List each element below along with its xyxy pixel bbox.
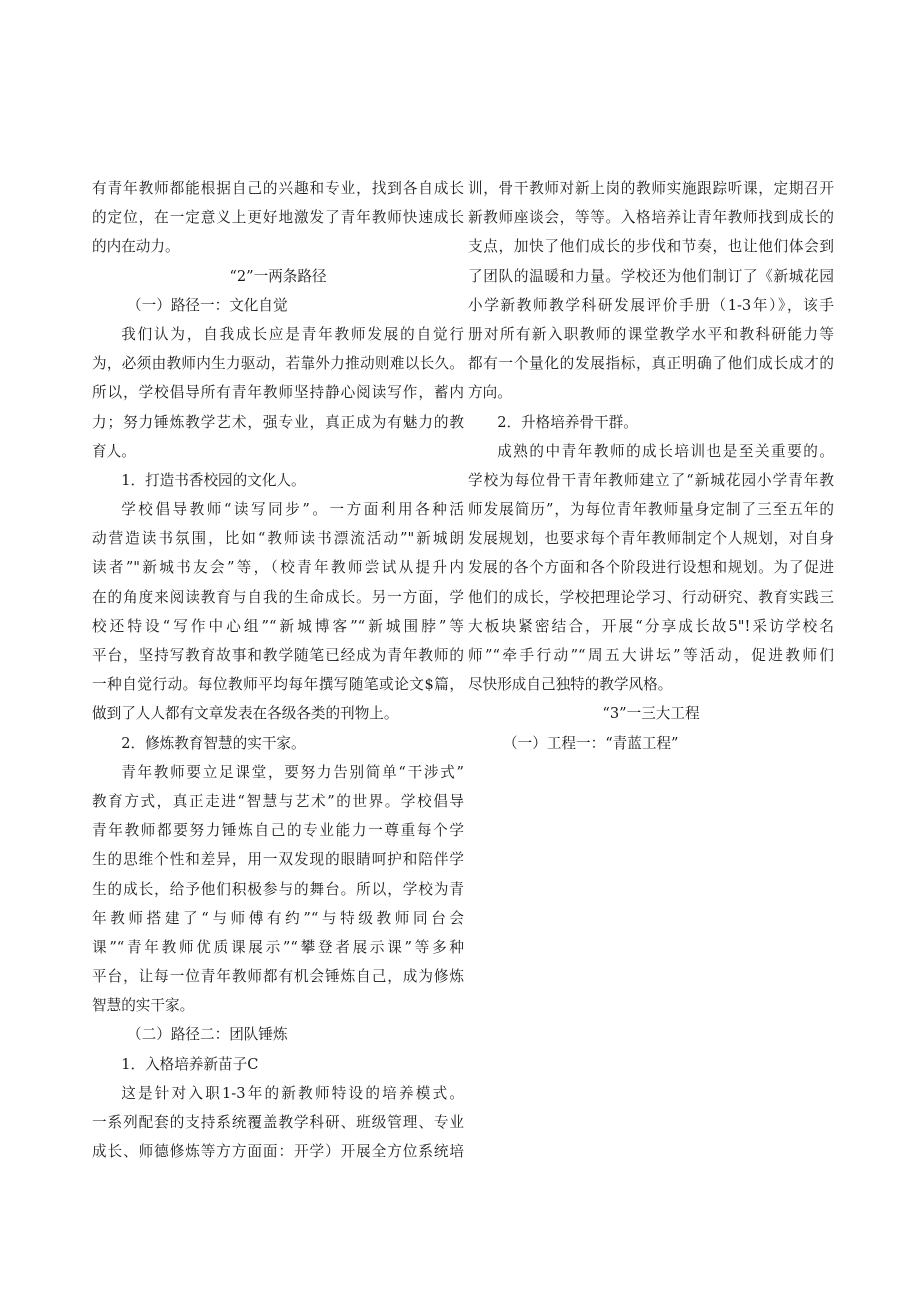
paragraph-line: 方向。 xyxy=(468,384,512,402)
section-heading: “3”一三大工程 xyxy=(602,705,700,723)
paragraph-line: 为，必须由教师内生力驱动，若靠外力推动则难以长久。 xyxy=(92,355,464,373)
paragraph-line: 智慧的实干家。 xyxy=(92,997,195,1015)
paragraph-line: 动营造读书氛围，比如“教师读书漂流活动”"新城朗 xyxy=(92,530,464,548)
paragraph-line: 学校倡导教师“读写同步”。一方面利用各种活 xyxy=(121,501,464,519)
paragraph-line: 在的角度来阅读教育与自我的生命成长。另一方面，学 xyxy=(92,588,464,606)
paragraph-line: 成长、师德修炼等方方面面：开学）开展全方位系统培 xyxy=(92,1143,464,1161)
paragraph-line: 大板块紧密结合，开展“分享成长故5"!采访学校名 xyxy=(468,617,834,635)
numbered-item-heading: 2．修炼教育智慧的实干家。 xyxy=(121,734,306,752)
paragraph-line: 新教师座谈会，等等。入格培养让青年教师找到成长的 xyxy=(468,209,834,227)
paragraph-line: 发展规划，也要求每个青年教师制定个人规划，对自身 xyxy=(468,530,834,548)
paragraph-line: 力；努力锤炼教学艺术，强专业，真正成为有魅力的教 xyxy=(92,413,464,431)
paragraph-line: 发展的各个方面和各个阶段进行设想和规划。为了促进 xyxy=(468,559,834,577)
paragraph-line: 有青年教师都能根据自己的兴趣和专业，找到各自成长 xyxy=(92,180,464,197)
paragraph-line: 生的思维个性和差异，用一双发现的眼睛呵护和陪伴学 xyxy=(92,851,464,869)
paragraph-line: 这是针对入职1-3年的新教师特设的培养模式。 xyxy=(121,1084,464,1102)
paragraph-line: 都有一个量化的发展指标，真正明确了他们成长成才的 xyxy=(468,355,834,373)
paragraph-line: 做到了人人都有文章发表在各级各类的刊物上。 xyxy=(92,705,399,723)
paragraph-line: 生的成长，给予他们积极参与的舞台。所以，学校为青 xyxy=(92,880,464,898)
paragraph-line: 一种自觉行动。每位教师平均每年撰写随笔或论文$篇， xyxy=(92,676,464,694)
subsection-heading: （一）工程一：“青蓝工程” xyxy=(503,734,679,752)
paragraph-line: 所以，学校倡导所有青年教师坚持静心阅读写作，蓄内 xyxy=(92,384,464,402)
paragraph-line: 课”“青年教师优质课展示”“攀登者展示课”等多种 xyxy=(92,938,464,956)
paragraph-line: 支点，加快了他们成长的步伐和节奏，也让他们体会到 xyxy=(468,238,834,256)
paragraph-line: 小学新教师教学科研发展评价手册（1-3年）》，该手 xyxy=(468,296,834,314)
paragraph-line: 他们的成长，学校把理论学习、行动研究、教育实践三 xyxy=(468,588,834,606)
numbered-item-heading: 2．升格培养骨干群。 xyxy=(497,413,638,431)
paragraph-line: 的内在动力。 xyxy=(92,238,180,256)
section-heading: “2”一两条路径 xyxy=(229,267,327,285)
left-text-column xyxy=(92,174,464,1166)
paragraph-line: 的定位，在一定意义上更好地激发了青年教师快速成长 xyxy=(92,209,464,227)
paragraph-line: 学校为每位骨干青年教师建立了“新城花园小学青年教 xyxy=(468,471,834,489)
subsection-heading: （一）路径一：文化自觉 xyxy=(127,296,288,314)
paragraph-line: 师发展简历”，为每位青年教师量身定制了三至五年的 xyxy=(468,501,834,519)
paragraph-line: 师”“牵手行动”“周五大讲坛”等活动，促进教师们 xyxy=(468,647,834,664)
paragraph-line: 青年教师要立足课堂，要努力告别简单“干涉式” xyxy=(121,763,464,781)
subsection-heading: （二）路径二：团队锤炼 xyxy=(127,1026,288,1044)
right-text-column xyxy=(468,174,834,758)
paragraph-line: 育人。 xyxy=(92,442,136,460)
paragraph-line: 年教师搭建了“与师傅有约”“与特级教师同台会 xyxy=(92,909,464,927)
paragraph-line: 册对所有新入职教师的课堂教学水平和教科研能力等 xyxy=(468,325,834,343)
numbered-item-heading: 1．打造书香校园的文化人。 xyxy=(121,471,306,489)
paragraph-line: 平台，坚持写教育故事和教学随笔已经成为青年教师的 xyxy=(92,647,464,664)
paragraph-line: 我们认为，自我成长应是青年教师发展的自觉行 xyxy=(121,325,464,343)
paragraph-line: 训，骨干教师对新上岗的教师实施跟踪听课，定期召开 xyxy=(468,180,834,197)
paragraph-line: 校还特设“写作中心组”“新城博客”“新城围脖”等 xyxy=(92,617,464,635)
paragraph-line: 平台，让每一位青年教师都有机会锤炼自己，成为修炼 xyxy=(92,968,464,986)
paragraph-line: 教育方式，真正走进“智慧与艺术”的世界。学校倡导 xyxy=(92,792,464,810)
paragraph-line: 尽快形成自己独特的教学风格。 xyxy=(468,676,673,694)
paragraph-line: 了团队的温暖和力量。学校还为他们制订了《新城花园 xyxy=(468,267,834,285)
paragraph-line: 青年教师都要努力锤炼自己的专业能力一尊重每个学 xyxy=(92,822,464,840)
paragraph-line: 成熟的中青年教师的成长培训也是至关重要的。 xyxy=(497,442,834,460)
paragraph-line: 读者”"新城书友会”等，（校青年教师尝试从提升内 xyxy=(92,559,464,577)
paragraph-line: 一系列配套的支持系统覆盖教学科研、班级管理、专业 xyxy=(92,1114,464,1131)
numbered-item-heading: 1．入格培养新苗子C xyxy=(121,1055,259,1073)
